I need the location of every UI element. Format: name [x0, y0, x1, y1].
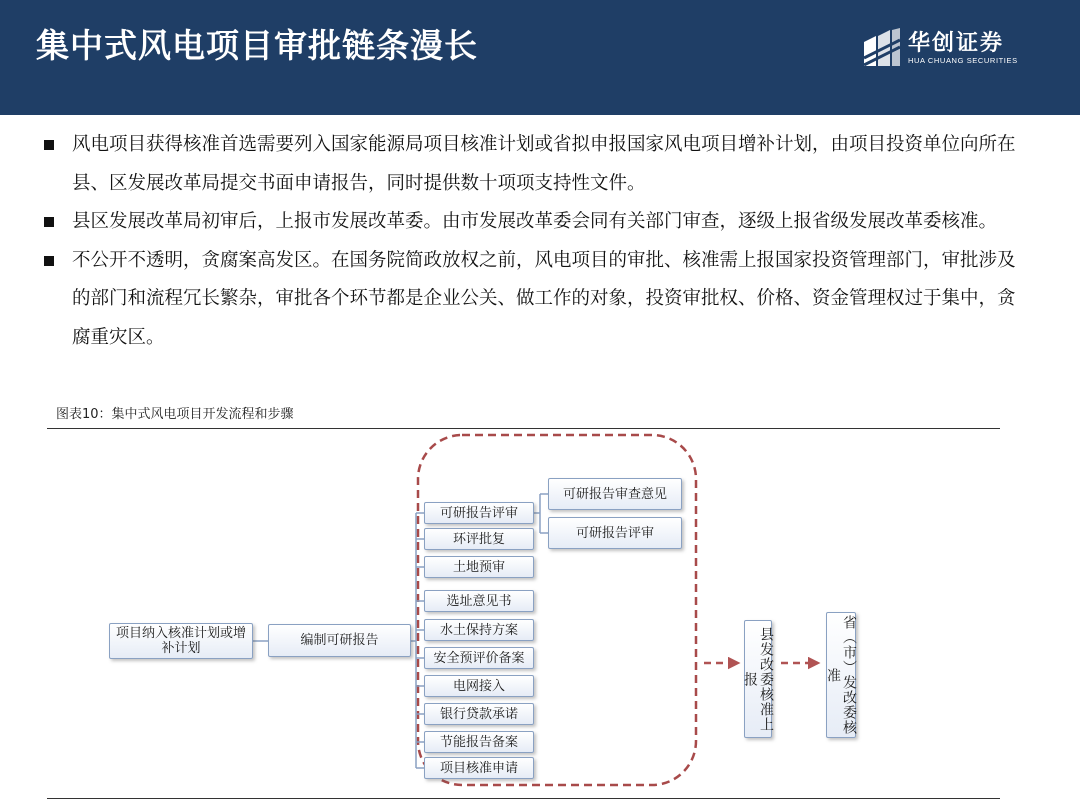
page-title: 集中式风电项目审批链条漫长	[36, 26, 478, 65]
node-compile-report: 编制可研报告	[268, 624, 411, 657]
figure-caption: 图表10：集中式风电项目开发流程和步骤	[56, 407, 294, 422]
node-step: 选址意见书	[424, 590, 534, 612]
bullet-text: 风电项目获得核准首选需要列入国家能源局项目核准计划或省拟申报国家风电项目增补计划，由项目投资单位向所在县、区发展改革局提交书面申请报告，同时提供数十项项支持性文件。	[72, 134, 1016, 194]
logo-name: 华创证券	[908, 31, 1005, 56]
node-step: 银行贷款承诺	[424, 703, 534, 725]
node-sub-step: 可研报告评审	[548, 517, 682, 549]
node-step: 节能报告备案	[424, 731, 534, 753]
bullet-text: 不公开不透明，贪腐案高发区。在国务院简政放权之前，风电项目的审批、核准需上报国家投资管理部门，审批涉及的部门和流程冗长繁杂，审批各个环节都是企业公关、做工作的对象，投资审批权、价格、资金管理权过于集中，贪腐重灾区。	[72, 249, 1016, 348]
bullet-text: 县区发展改革局初审后，上报市发展改革委。由市发展改革委会同有关部门审查，逐级上报省级发展改革委核准。	[72, 211, 998, 232]
node-step: 安全预评价备案	[424, 647, 534, 669]
node-step: 土地预审	[424, 556, 534, 578]
node-step: 环评批复	[424, 528, 534, 550]
node-county-approval: 县发改委核准上报	[744, 620, 772, 738]
node-step: 电网接入	[424, 675, 534, 697]
node-step: 水土保持方案	[424, 619, 534, 641]
node-province-approval: 省（市）发改委核准	[826, 612, 856, 738]
node-start: 项目纳入核准计划或增补计划	[109, 623, 253, 659]
node-step: 可研报告评审	[424, 502, 534, 524]
node-step: 项目核准申请	[424, 757, 534, 779]
logo-subtitle: HUA CHUANG SECURITIES	[908, 56, 1018, 65]
node-sub-step: 可研报告审查意见	[548, 478, 682, 510]
